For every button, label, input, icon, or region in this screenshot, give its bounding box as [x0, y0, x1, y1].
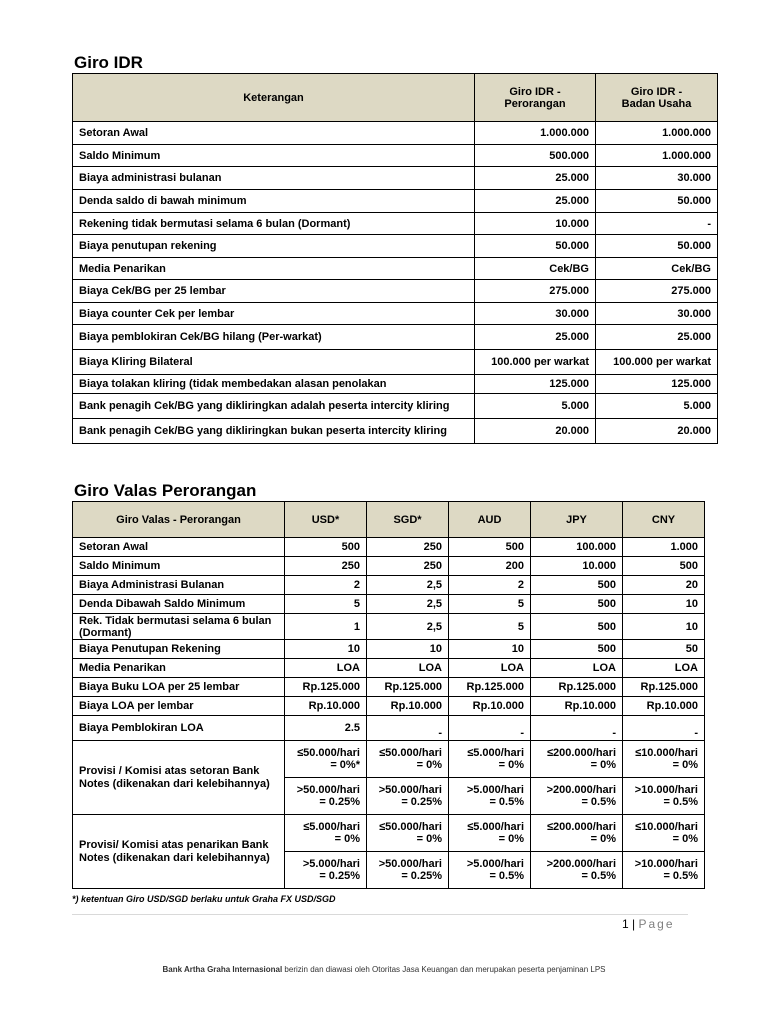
row-value: 10: [449, 640, 531, 659]
threshold: ≤200.000/hari: [546, 747, 616, 759]
threshold: ≤50.000/hari: [379, 821, 442, 833]
giro-idr-row: [73, 235, 718, 258]
provisi-penarikan-value: [531, 852, 623, 889]
rate: = 0.5%: [489, 796, 524, 808]
giro-idr-row: [73, 258, 718, 280]
row-label: Media Penarikan: [73, 258, 475, 280]
footer-bank-name: Bank Artha Graha Internasional: [162, 965, 283, 974]
row-value: LOA: [623, 659, 705, 678]
rate: = 0%: [672, 759, 698, 771]
threshold: >10.000/hari: [634, 784, 698, 796]
row-value: 275.000: [596, 280, 718, 303]
threshold: >200.000/hari: [546, 858, 616, 870]
rate: = 0.25%: [401, 870, 442, 882]
page-number-value: 1: [622, 917, 629, 931]
rate: = 0%: [416, 759, 442, 771]
row-value: 2,5: [367, 576, 449, 595]
giro-valas-row: [73, 697, 705, 716]
row-value: 500: [531, 614, 623, 640]
row-value: 30.000: [475, 303, 596, 325]
provisi-penarikan-label: Provisi/ Komisi atas penarikan Bank Notes (dikenakan dari kelebihannya): [73, 815, 285, 889]
row-value: LOA: [367, 659, 449, 678]
row-value: 50.000: [596, 190, 718, 213]
page-footer: [0, 965, 768, 974]
giro-valas-row: [73, 716, 705, 741]
row-value: 5.000: [475, 394, 596, 419]
row-label: Media Penarikan: [73, 659, 285, 678]
giro-idr-row: [73, 167, 718, 190]
provisi-penarikan-value: [285, 815, 367, 852]
provisi-setoran-value: [449, 741, 531, 778]
threshold: ≤50.000/hari: [379, 747, 442, 759]
row-value: 100.000 per warkat: [475, 350, 596, 375]
row-value: 200: [449, 557, 531, 576]
header-cny: CNY: [623, 502, 705, 538]
row-value: -: [367, 716, 449, 741]
row-label: Rek. Tidak bermutasi selama 6 bulan (Dormant): [73, 614, 285, 640]
provisi-setoran-value: [367, 741, 449, 778]
row-value: 5: [449, 614, 531, 640]
giro-idr-table: [72, 73, 718, 444]
row-label: Denda saldo di bawah minimum: [73, 190, 475, 213]
provisi-penarikan-value: [449, 815, 531, 852]
giro-idr-row: [73, 303, 718, 325]
rate: = 0%*: [330, 759, 360, 771]
row-value: 125.000: [596, 375, 718, 394]
header-giro-idr-perorangan: Giro IDR - Perorangan: [475, 74, 596, 122]
threshold: ≤50.000/hari: [297, 747, 360, 759]
row-value: 1.000.000: [596, 145, 718, 167]
row-value: 1.000.000: [475, 122, 596, 145]
row-value: 2,5: [367, 614, 449, 640]
footnote: *) ketentuan Giro USD/SGD berlaku untuk Graha FX USD/SGD: [72, 894, 336, 904]
row-value: LOA: [449, 659, 531, 678]
rate: = 0%: [672, 833, 698, 845]
row-value: 30.000: [596, 167, 718, 190]
giro-idr-header-row: [73, 74, 718, 122]
row-value: 25.000: [475, 190, 596, 213]
row-label: Biaya penutupan rekening: [73, 235, 475, 258]
header-giro-valas: Giro Valas - Perorangan: [73, 502, 285, 538]
row-value: 100.000 per warkat: [596, 350, 718, 375]
giro-valas-row: [73, 678, 705, 697]
giro-valas-row: [73, 557, 705, 576]
threshold: >5.000/hari: [302, 858, 360, 870]
rate: = 0.25%: [401, 796, 442, 808]
row-value: 125.000: [475, 375, 596, 394]
giro-idr-row: [73, 394, 718, 419]
row-value: Rp.125.000: [531, 678, 623, 697]
provisi-setoran-value: [531, 778, 623, 815]
row-value: 50.000: [475, 235, 596, 258]
giro-valas-row: [73, 640, 705, 659]
giro-valas-row: [73, 614, 705, 640]
row-value: 1.000.000: [596, 122, 718, 145]
header-keterangan: Keterangan: [73, 74, 475, 122]
provisi-penarikan-value: [531, 815, 623, 852]
row-value: -: [596, 213, 718, 235]
row-value: 1: [285, 614, 367, 640]
provisi-penarikan-value: [285, 852, 367, 889]
rate: = 0%: [590, 759, 616, 771]
row-value: -: [623, 716, 705, 741]
row-value: 500: [531, 640, 623, 659]
provisi-setoran-value: [623, 778, 705, 815]
row-value: LOA: [531, 659, 623, 678]
provisi-penarikan-row: [73, 815, 705, 852]
row-value: 250: [367, 538, 449, 557]
provisi-penarikan-value: [623, 815, 705, 852]
threshold: ≤200.000/hari: [546, 821, 616, 833]
rate: = 0.5%: [489, 870, 524, 882]
giro-valas-row: [73, 659, 705, 678]
row-value: 50: [623, 640, 705, 659]
row-label: Saldo Minimum: [73, 145, 475, 167]
page-number: [622, 917, 675, 931]
row-label: Biaya administrasi bulanan: [73, 167, 475, 190]
row-value: Rp.10.000: [531, 697, 623, 716]
row-label: Biaya Kliring Bilateral: [73, 350, 475, 375]
provisi-setoran-label: Provisi / Komisi atas setoran Bank Notes (dikenakan dari kelebihannya): [73, 741, 285, 815]
row-value: 20.000: [475, 419, 596, 444]
row-value: 250: [285, 557, 367, 576]
header-sgd: SGD*: [367, 502, 449, 538]
footer-text: berizin dan diawasi oleh Otoritas Jasa Keuangan dan merupakan peserta penjaminan LPS: [282, 965, 606, 974]
row-value: Rp.125.000: [285, 678, 367, 697]
row-label: Biaya Penutupan Rekening: [73, 640, 285, 659]
row-value: Rp.10.000: [623, 697, 705, 716]
row-value: 30.000: [596, 303, 718, 325]
provisi-setoran-value: [623, 741, 705, 778]
page-separator: |: [632, 917, 636, 931]
row-label: Bank penagih Cek/BG yang dikliringkan bukan peserta intercity kliring: [73, 419, 475, 444]
row-value: 500: [449, 538, 531, 557]
header-usd: USD*: [285, 502, 367, 538]
row-value: 10.000: [475, 213, 596, 235]
giro-valas-header-row: [73, 502, 705, 538]
rate: = 0.25%: [319, 796, 360, 808]
row-value: Rp.125.000: [367, 678, 449, 697]
row-value: 5: [285, 595, 367, 614]
giro-idr-title: Giro IDR: [74, 53, 143, 72]
provisi-setoran-value: [285, 741, 367, 778]
threshold: ≤10.000/hari: [635, 821, 698, 833]
page-label: Page: [638, 917, 675, 931]
rate: = 0.5%: [581, 870, 616, 882]
row-label: Biaya tolakan kliring (tidak membedakan alasan penolakan: [73, 375, 475, 394]
row-label: Rekening tidak bermutasi selama 6 bulan (Dormant): [73, 213, 475, 235]
row-value: Rp.125.000: [449, 678, 531, 697]
header-giro-idr-badan-usaha: Giro IDR - Badan Usaha: [596, 74, 718, 122]
row-value: 2.5: [285, 716, 367, 741]
row-label: Bank penagih Cek/BG yang dikliringkan adalah peserta intercity kliring: [73, 394, 475, 419]
row-value: Cek/BG: [596, 258, 718, 280]
row-value: 25.000: [596, 325, 718, 350]
provisi-penarikan-value: [449, 852, 531, 889]
row-label: Denda Dibawah Saldo Minimum: [73, 595, 285, 614]
rate: = 0.5%: [663, 870, 698, 882]
row-label: Biaya LOA per lembar: [73, 697, 285, 716]
provisi-penarikan-value: [623, 852, 705, 889]
threshold: ≤5.000/hari: [467, 821, 524, 833]
row-value: 10: [623, 595, 705, 614]
row-value: Rp.10.000: [449, 697, 531, 716]
row-label: Biaya pemblokiran Cek/BG hilang (Per-warkat): [73, 325, 475, 350]
row-value: 20.000: [596, 419, 718, 444]
row-label: Biaya counter Cek per lembar: [73, 303, 475, 325]
provisi-setoran-value: [367, 778, 449, 815]
provisi-setoran-value: [531, 741, 623, 778]
row-label: Biaya Buku LOA per 25 lembar: [73, 678, 285, 697]
provisi-setoran-row: [73, 741, 705, 778]
row-value: Cek/BG: [475, 258, 596, 280]
giro-idr-row: [73, 325, 718, 350]
row-value: 500: [285, 538, 367, 557]
header-jpy: JPY: [531, 502, 623, 538]
row-value: 10.000: [531, 557, 623, 576]
giro-idr-row: [73, 213, 718, 235]
giro-valas-table: [72, 501, 705, 889]
provisi-penarikan-value: [367, 815, 449, 852]
row-value: 2,5: [367, 595, 449, 614]
row-label: Setoran Awal: [73, 122, 475, 145]
row-label: Saldo Minimum: [73, 557, 285, 576]
row-value: -: [449, 716, 531, 741]
row-value: 20: [623, 576, 705, 595]
rate: = 0.5%: [663, 796, 698, 808]
provisi-setoran-value: [285, 778, 367, 815]
row-value: 10: [367, 640, 449, 659]
row-value: Rp.10.000: [367, 697, 449, 716]
row-label: Biaya Pemblokiran LOA: [73, 716, 285, 741]
threshold: ≤5.000/hari: [303, 821, 360, 833]
row-value: 2: [285, 576, 367, 595]
row-value: 500.000: [475, 145, 596, 167]
rate: = 0%: [416, 833, 442, 845]
giro-idr-row: [73, 280, 718, 303]
row-value: 500: [623, 557, 705, 576]
rate: = 0.25%: [319, 870, 360, 882]
row-label: Biaya Cek/BG per 25 lembar: [73, 280, 475, 303]
threshold: >50.000/hari: [378, 858, 442, 870]
threshold: >10.000/hari: [634, 858, 698, 870]
row-value: 275.000: [475, 280, 596, 303]
provisi-penarikan-value: [367, 852, 449, 889]
threshold: >50.000/hari: [378, 784, 442, 796]
giro-valas-title: Giro Valas Perorangan: [74, 481, 257, 500]
giro-idr-row: [73, 145, 718, 167]
threshold: >5.000/hari: [466, 858, 524, 870]
rate: = 0%: [498, 759, 524, 771]
header-aud: AUD: [449, 502, 531, 538]
row-value: 1.000: [623, 538, 705, 557]
giro-valas-row: [73, 538, 705, 557]
row-value: 5: [449, 595, 531, 614]
row-value: 5.000: [596, 394, 718, 419]
row-value: 100.000: [531, 538, 623, 557]
threshold: ≤10.000/hari: [635, 747, 698, 759]
row-value: Rp.10.000: [285, 697, 367, 716]
row-value: 250: [367, 557, 449, 576]
row-value: 10: [623, 614, 705, 640]
giro-idr-row: [73, 419, 718, 444]
row-value: 2: [449, 576, 531, 595]
row-label: Biaya Administrasi Bulanan: [73, 576, 285, 595]
giro-valas-row: [73, 576, 705, 595]
giro-idr-row: [73, 375, 718, 394]
giro-idr-row: [73, 350, 718, 375]
giro-valas-row: [73, 595, 705, 614]
rate: = 0%: [590, 833, 616, 845]
row-value: 25.000: [475, 325, 596, 350]
row-value: Rp.125.000: [623, 678, 705, 697]
threshold: >5.000/hari: [466, 784, 524, 796]
threshold: ≤5.000/hari: [467, 747, 524, 759]
giro-idr-row: [73, 190, 718, 213]
row-value: 10: [285, 640, 367, 659]
row-value: 50.000: [596, 235, 718, 258]
provisi-setoran-value: [449, 778, 531, 815]
rate: = 0.5%: [581, 796, 616, 808]
threshold: >50.000/hari: [296, 784, 360, 796]
row-value: 500: [531, 576, 623, 595]
giro-idr-row: [73, 122, 718, 145]
row-value: 500: [531, 595, 623, 614]
threshold: >200.000/hari: [546, 784, 616, 796]
row-label: Setoran Awal: [73, 538, 285, 557]
row-value: -: [531, 716, 623, 741]
row-value: 25.000: [475, 167, 596, 190]
row-value: LOA: [285, 659, 367, 678]
rate: = 0%: [334, 833, 360, 845]
divider: [72, 914, 688, 915]
rate: = 0%: [498, 833, 524, 845]
